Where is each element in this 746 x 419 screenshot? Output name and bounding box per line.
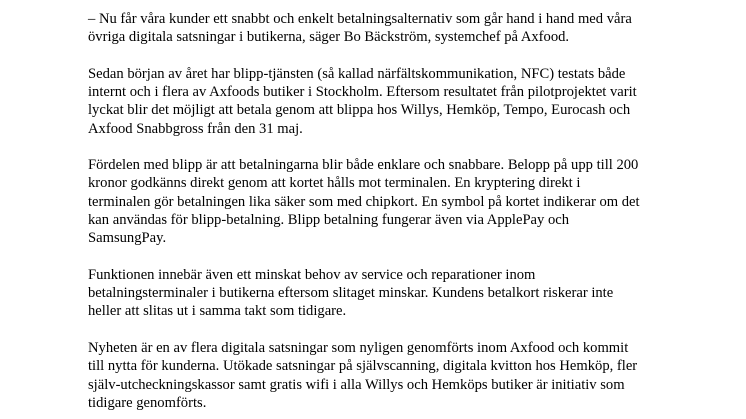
paragraph-line: övriga digitala satsningar i butikerna, säger Bo Bäckström, systemchef på Axfood. bbox=[88, 29, 570, 46]
paragraph-line: internt och i flera av Axfoods butiker i Stockholm. Eftersom resultatet från pilotprojektet varit bbox=[88, 84, 637, 101]
paragraph-line: terminalen gör betalningen lika säker som med chipkort. En symbol på kortet indikerar om det bbox=[88, 193, 640, 210]
paragraph-line: tidigare genomförts. bbox=[88, 394, 207, 411]
paragraph-line: Funktionen innebär även ett minskat behov av service och reparationer inom bbox=[88, 266, 536, 283]
paragraph-line: Fördelen med blipp är att betalningarna blir både enklare och snabbare. Belopp på upp till 200 bbox=[88, 157, 639, 174]
nfc-background-paragraph bbox=[88, 65, 648, 138]
benefits-paragraph bbox=[88, 156, 648, 247]
paragraph-line: kan användas för blipp-betalning. Blipp betalning fungerar även via ApplePay och bbox=[88, 212, 570, 229]
paragraph-line: till nytta för kunderna. Utökade satsningar på självscanning, digitala kvitton hos Hemköp, fler bbox=[88, 358, 638, 375]
article-body bbox=[88, 10, 648, 419]
paragraph-line: kronor godkänns direkt genom att kortet hålls mot terminalen. En kryptering direkt i bbox=[88, 175, 581, 192]
paragraph-line: SamsungPay. bbox=[88, 230, 167, 247]
quote-paragraph bbox=[88, 10, 648, 47]
paragraph-line: betalningsterminaler i butikerna eftersom slitaget minskar. Kundens betalkort riskerar inte bbox=[88, 285, 614, 302]
paragraph-line: själv-utcheckningskassor samt gratis wifi i alla Willys och Hemköps butiker är initiativ som bbox=[88, 376, 625, 393]
paragraph-line: Sedan början av året har blipp-tjänsten (så kallad närfältskommunikation, NFC) testats både bbox=[88, 65, 626, 82]
paragraph-line: lyckat blir det möjligt att betala genom att blippa hos Willys, Hemköp, Tempo, Eurocash och bbox=[88, 102, 631, 119]
paragraph-line: – Nu får våra kunder ett snabbt och enkelt betalningsalternativ som går hand i hand med våra bbox=[88, 11, 632, 27]
digital-initiatives-paragraph bbox=[88, 339, 648, 412]
paragraph-line: Nyheten är en av flera digitala satsningar som nyligen genomförts inom Axfood och kommit bbox=[88, 339, 629, 356]
paragraph-line: Axfood Snabbgross från den 31 maj. bbox=[88, 120, 303, 137]
paragraph-line: heller att slitas ut i samma takt som tidigare. bbox=[88, 303, 347, 320]
service-paragraph bbox=[88, 266, 648, 321]
